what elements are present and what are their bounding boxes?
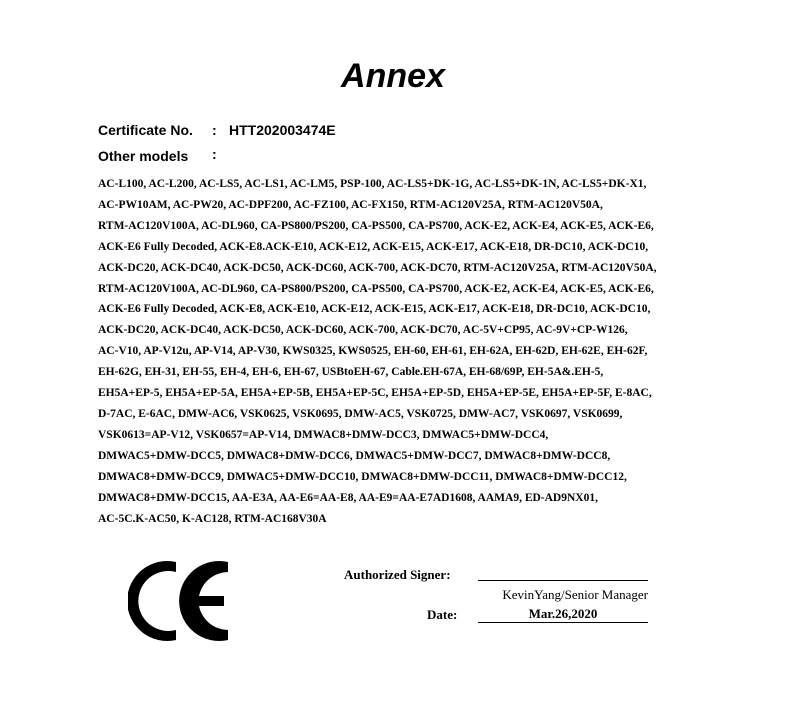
authorized-signer-label: Authorized Signer:: [344, 567, 451, 582]
model-list-line: DMWAC8+DMW-DCC15, AA-E3A, AA-E6=AA-E8, AA-E9=AA-E7AD1608, AAMA9, ED-AD9NX01,: [98, 491, 598, 504]
model-list: [98, 174, 698, 529]
model-list-line: ACK-E6 Fully Decoded, ACK-E8.ACK-E10, ACK-E12, ACK-E15, ACK-E17, ACK-E18, DR-DC10, ACK-DC10,: [98, 240, 649, 253]
date-underline: [478, 622, 648, 623]
date-label: Date:: [427, 607, 458, 622]
model-list-line: AC-PW10AM, AC-PW20, AC-DPF200, AC-FZ100, AC-FX150, RTM-AC120V25A, RTM-AC120V50A,: [98, 198, 603, 211]
page-title: Annex: [341, 57, 445, 95]
model-list-line: RTM-AC120V100A, AC-DL960, CA-PS800/PS200, CA-PS500, CA-PS700, ACK-E2, ACK-E4, ACK-E5, ACK-E6,: [98, 219, 654, 232]
model-list-line: EH5A+EP-5, EH5A+EP-5A, EH5A+EP-5B, EH5A+EP-5C, EH5A+EP-5D, EH5A+EP-5E, EH5A+EP-5F, E-8AC,: [98, 387, 652, 400]
model-list-line: AC-L100, AC-L200, AC-LS5, AC-LS1, AC-LM5, PSP-100, AC-LS5+DK-1G, AC-LS5+DK-1N, AC-LS5+DK-X1,: [98, 178, 647, 190]
certificate-number: HTT202003474E: [229, 122, 336, 138]
model-list-line: VSK0613=AP-V12, VSK0657=AP-V14, DMWAC8+DMW-DCC3, DMWAC5+DMW-DCC4,: [98, 428, 549, 441]
other-models-label: Other models: [98, 148, 189, 164]
signer-name: KevinYang/Senior Manager: [502, 587, 648, 602]
model-list-line: AC-5C.K-AC50, K-AC128, RTM-AC168V30A: [98, 512, 327, 525]
certificate-colon: :: [212, 122, 217, 138]
certificate-label: Certificate No.: [98, 122, 193, 138]
model-list-line: DMWAC8+DMW-DCC9, DMWAC5+DMW-DCC10, DMWAC8+DMW-DCC11, DMWAC8+DMW-DCC12,: [98, 470, 627, 483]
model-list-line: D-7AC, E-6AC, DMW-AC6, VSK0625, VSK0695, DMW-AC5, VSK0725, DMW-AC7, VSK0697, VSK0699,: [98, 407, 623, 420]
model-list-line: ACK-E6 Fully Decoded, ACK-E8, ACK-E10, ACK-E12, ACK-E15, ACK-E17, ACK-E18, DR-DC10, ACK-DC10,: [98, 303, 651, 316]
other-models-colon: :: [212, 146, 217, 162]
ce-mark-icon: [128, 560, 232, 642]
signer-signature-line: [478, 580, 648, 581]
date-value: Mar.26,2020: [528, 606, 598, 621]
model-list-line: AC-V10, AP-V12u, AP-V14, AP-V30, KWS0325, KWS0525, EH-60, EH-61, EH-62A, EH-62D, EH-62E, EH-62F,: [98, 345, 648, 358]
model-list-line: ACK-DC20, ACK-DC40, ACK-DC50, ACK-DC60, ACK-700, ACK-DC70, AC-5V+CP95, AC-9V+CP-W126,: [98, 324, 628, 337]
model-list-line: ACK-DC20, ACK-DC40, ACK-DC50, ACK-DC60, ACK-700, ACK-DC70, RTM-AC120V25A, RTM-AC120V50A,: [98, 261, 657, 274]
model-list-line: EH-62G, EH-31, EH-55, EH-4, EH-6, EH-67, USBtoEH-67, Cable.EH-67A, EH-68/69P, EH-5A&.EH-5,: [98, 366, 604, 379]
model-list-line: DMWAC5+DMW-DCC5, DMWAC8+DMW-DCC6, DMWAC5+DMW-DCC7, DMWAC8+DMW-DCC8,: [98, 449, 611, 462]
model-list-line: RTM-AC120V100A, AC-DL960, CA-PS800/PS200, CA-PS500, CA-PS700, ACK-E2, ACK-E4, ACK-E5, ACK-E6,: [98, 282, 654, 295]
